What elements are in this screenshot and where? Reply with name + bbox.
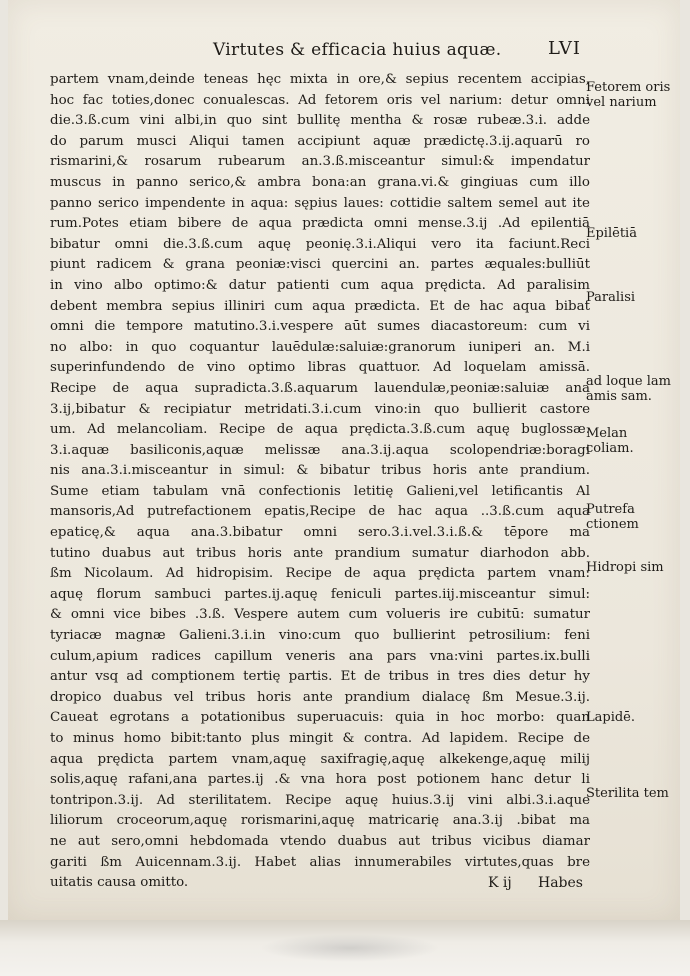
text-line: uitatis causa omitto.	[50, 875, 189, 891]
margin-note: Melan coliam.	[586, 426, 634, 456]
text-line: partem vnam,deinde teneas hęc mixta in ore,& sepius recentem accipias,	[50, 72, 590, 87]
margin-note: Putrefa ctionem	[586, 502, 639, 532]
text-line: hoc fac toties,donec conualescas. Ad fetorem oris vel narium: detur omni	[50, 92, 590, 108]
catchword: Habes	[538, 875, 583, 891]
margin-note: Lapidē.	[586, 710, 636, 725]
text-line: epaticę,& aqua ana.3.bibatur omni sero.3.i.vel.3.i.ß.& tēpore ma	[50, 525, 590, 541]
book-page	[8, 0, 680, 920]
text-line: debent membra sepius illiniri cum aqua prædicta. Et de hac aqua bibat	[50, 298, 590, 314]
text-line: tontripon.3.ij. Ad sterilitatem. Recipe aquę huius.3.ij vini albi.3.i.aque	[50, 792, 590, 808]
text-line: die.3.ß.cum vini albi,in quo sint bullitę mentha & rosæ rubeæ.3.i. adde	[50, 113, 590, 129]
text-line: liliorum croceorum,aquę rorismarini,aquę matricarię ana.3.ij .bibat ma	[50, 813, 590, 829]
signature-mark: K ij	[488, 875, 512, 891]
text-line: gariti ßm Auicennam.3.ij. Habet alias innumerabiles virtutes,quas bre	[50, 854, 590, 870]
text-line: mansoris,Ad putrefactionem epatis,Recipe de hac aqua ..3.ß.cum aqua	[50, 504, 590, 520]
smudge-mark	[260, 934, 440, 962]
text-line: bibatur omni die.3.ß.cum aquę peonię.3.i.Aliqui vero ita faciunt.Reci	[50, 236, 590, 252]
text-line: um. Ad melancoliam. Recipe de aqua prędicta.3.ß.cum aquę buglossæ.	[50, 422, 590, 438]
text-line: solis,aquę rafani,ana partes.ij .& vna hora post potionem hanc detur li	[50, 772, 590, 788]
text-line: Caueat egrotans a potationibus superuacuis: quia in hoc morbo: quan	[50, 710, 590, 726]
text-line: culum,apium radices capillum veneris ana pars vna:vini partes.ix.bulli	[50, 648, 590, 664]
text-line: omni die tempore matutino.3.i.vespere aūt sumes diacastoreum: cum vi	[50, 319, 590, 335]
margin-note: Epilētiā	[586, 226, 637, 241]
margin-note: Hidropi sim	[586, 560, 664, 575]
text-line: tutino duabus aut tribus horis ante prandium sumatur diarhodon abb.	[50, 545, 590, 561]
text-line: Recipe de aqua supradicta.3.ß.aquarum lauendulæ,peoniæ:saluiæ ana	[50, 380, 590, 396]
text-line: ßm Nicolaum. Ad hidropisim. Recipe de aqua prędicta partem vnam:	[50, 566, 590, 582]
margin-note: Sterilita tem	[586, 786, 669, 801]
folio-number: LVI	[548, 38, 581, 59]
margin-note: Paralisi	[586, 290, 636, 305]
page-header	[8, 36, 680, 66]
text-line: antur vsq ad comptionem tertię partis. Et de tribus in tres dies detur hy	[50, 669, 590, 685]
margin-note: ad loque lam amis sam.	[586, 374, 671, 404]
text-line: rum.Potes etiam bibere de aqua prædicta omni mense.3.ij .Ad epilentiā	[50, 216, 590, 232]
text-line: piunt radicem & grana peoniæ:visci quercini an. partes æquales:bulliūt	[50, 257, 590, 273]
text-line: ne aut sero,omni hebdomada vtendo duabus aut tribus vicibus diamar	[50, 833, 590, 849]
running-head: Virtutes & efficacia huius aquæ.	[213, 40, 502, 60]
body-text	[50, 70, 590, 894]
text-line: 3.ij,bibatur & recipiatur metridati.3.i.cum vino:in quo bullierit castore	[50, 401, 590, 417]
text-line: no albo: in quo coquantur lauēdulæ:saluiæ:granorum iuniperi an. M.i	[50, 339, 590, 355]
text-line: & omni vice bibes .3.ß. Vespere autem cum volueris ire cubitū: sumatur	[50, 607, 590, 623]
text-line: dropico duabus vel tribus horis ante prandium dialacę ßm Mesue.3.ij.	[50, 689, 590, 705]
text-line: tyriacæ magnæ Galieni.3.i.in vino:cum quo bullierint petrosilium: feni	[50, 628, 590, 644]
text-line: rismarini,& rosarum rubearum an.3.ß.misceantur simul:& impendatur	[50, 154, 590, 170]
text-line: Sume etiam tabulam vnā confectionis letitię Galieni,vel letificantis Al	[50, 483, 590, 499]
text-line: aqua prędicta partem vnam,aquę saxifragię,aquę alkekenge,aquę milij	[50, 751, 590, 767]
text-line: muscus in panno serico,& ambra bona:an grana.vi.& gingiuas cum illo	[50, 174, 590, 190]
text-line: 3.i.aquæ basiliconis,aquæ melissæ ana.3.ij.aqua scolopendriæ:boragi	[50, 442, 590, 458]
text-line: do parum musci Aliqui tamen accipiunt aquæ prædictę.3.ij.aquarū ro	[50, 133, 590, 149]
text-line: in vino albo optimo:& datur patienti cum aqua prędicta. Ad paralisim	[50, 277, 590, 293]
text-line: aquę florum sambuci partes.ij.aquę feniculi partes.iij.misceantur simul:	[50, 586, 590, 602]
text-line: superinfundendo de vino optimo libras quattuor. Ad loquelam amissā.	[50, 360, 590, 376]
text-line: to minus homo bibit:tanto plus mingit & contra. Ad lapidem. Recipe de	[50, 731, 590, 746]
text-line: nis ana.3.i.misceantur in simul: & bibatur tribus horis ante prandium.	[50, 463, 590, 479]
text-line: panno serico impendente in aqua: sępius laues: cottidie saltem semel aut ite	[50, 195, 590, 211]
margin-note: Fetorem oris vel narium	[586, 80, 671, 110]
